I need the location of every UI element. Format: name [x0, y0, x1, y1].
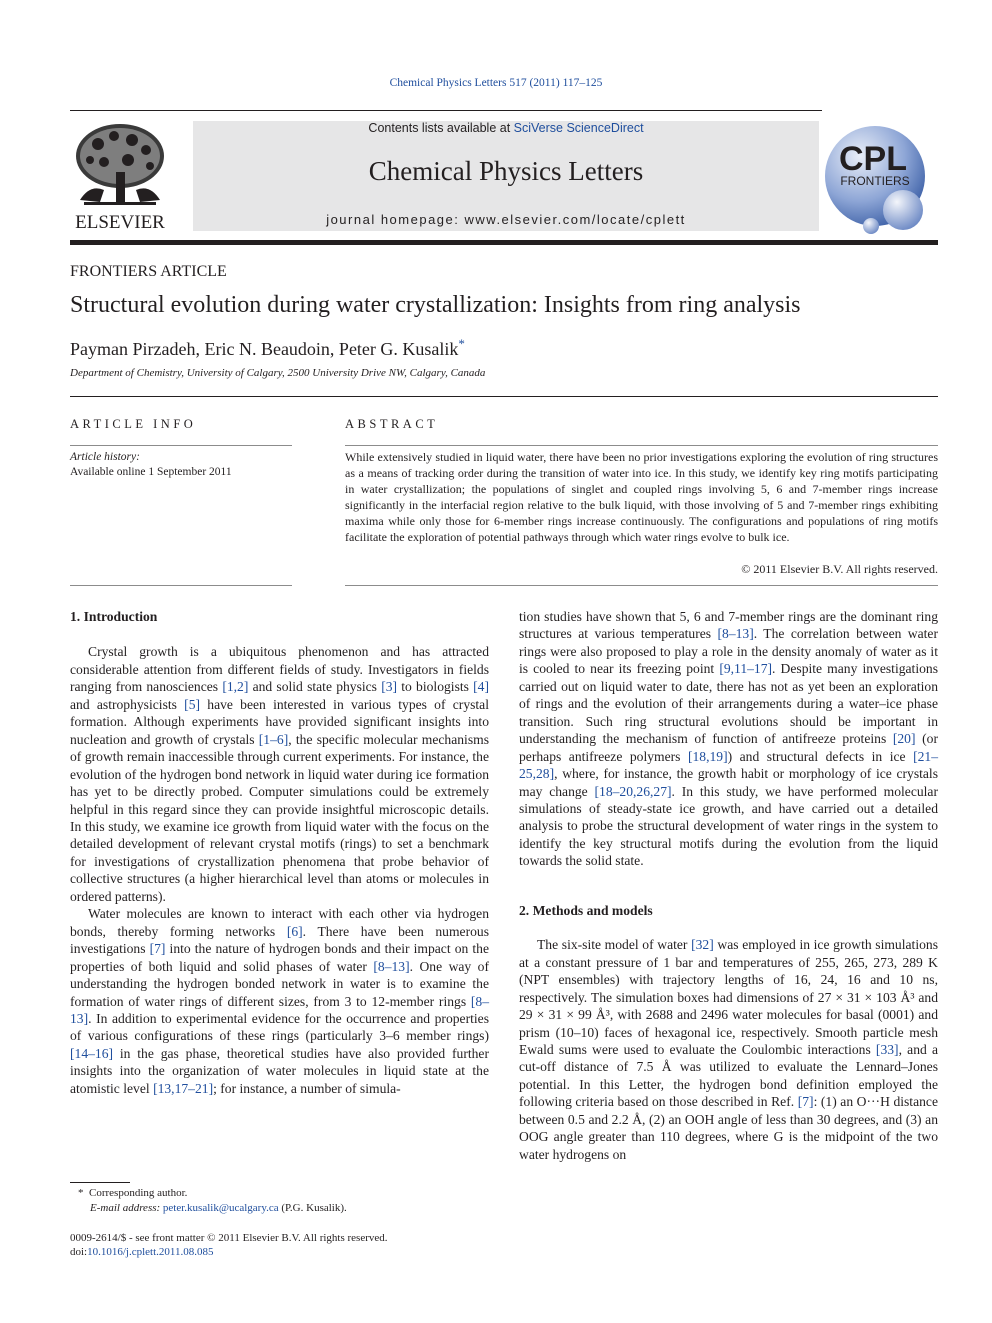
doi-prefix: doi:	[70, 1246, 88, 1258]
cpl-logo-subtext: FRONTIERS	[840, 174, 910, 188]
elsevier-tree-icon	[70, 120, 170, 232]
affiliation: Department of Chemistry, University of Calgary, 2500 University Drive NW, Calgary, Canada	[70, 367, 486, 379]
text-span: , where, for instance, the growth habit or morphology of ice crystals may change	[519, 766, 938, 799]
text-span: Water molecules are known to interact with each other via hydrogen bonds, thereby forming networks	[70, 906, 489, 939]
contents-prefix: Contents lists available at	[368, 121, 514, 135]
cpl-logo-icon	[823, 118, 933, 236]
ref-link[interactable]: [6]	[286, 923, 303, 939]
email-label: E-mail address:	[90, 1202, 163, 1214]
text-span: have been interested in various types of crystal formation. Although experiments have provided significant insights into nucleation and growth of crystals	[70, 696, 489, 747]
doi-link[interactable]: 10.1016/j.cplett.2011.08.085	[87, 1246, 214, 1258]
text-span: and astrophysicists	[70, 696, 185, 712]
elsevier-logo	[70, 120, 170, 232]
elsevier-wordmark: ELSEVIER	[75, 212, 165, 232]
header-top-rule	[70, 110, 822, 111]
abstract-bottom-rule	[345, 585, 938, 586]
corresponding-label: Corresponding author.	[89, 1187, 188, 1199]
intro-paragraph-2	[70, 905, 489, 1097]
homepage-prefix: journal homepage:	[326, 212, 465, 227]
text-span: . In this study, we have performed molecular simulations of steady-state ice growth, and have carried out a detailed analysis to probe the structural development of water rings in the system to identify the key structural motifs during the evolution from the liquid towards the solid state.	[519, 783, 938, 869]
introduction-heading: 1. Introduction	[70, 609, 158, 624]
ref-link[interactable]: [14–16]	[70, 1045, 114, 1061]
text-span: Crystal growth is a ubiquitous phenomenon and has attracted considerable attention from different fields of study. Investigators in fields ranging from nanosciences	[70, 644, 489, 695]
ref-link[interactable]: [5]	[184, 696, 201, 712]
corresponding-author-mark[interactable]: *	[458, 336, 465, 351]
email-suffix: (P.G. Kusalik).	[278, 1202, 347, 1214]
ref-link[interactable]: [7]	[149, 941, 166, 957]
contents-line	[193, 121, 819, 135]
text-span: ; for instance, a number of simula-	[213, 1080, 401, 1096]
title-block-rule	[70, 396, 938, 397]
corresponding-footnote	[78, 1186, 187, 1201]
text-span: . The correlation between water rings were also proposed to play a role in the density anomaly of water as it is cooled to near its freezing point	[519, 626, 938, 677]
available-online: Available online 1 September 2011	[70, 466, 232, 478]
ref-link[interactable]: [1,2]	[222, 679, 249, 695]
footnote-rule	[70, 1182, 130, 1183]
journal-reference-link[interactable]: Chemical Physics Letters 517 (2011) 117–125	[389, 77, 603, 89]
sciencedirect-link[interactable]: SciVerse ScienceDirect	[513, 121, 644, 135]
article-title: Structural evolution during water crystallization: Insights from ring analysis	[70, 292, 801, 318]
journal-reference[interactable]	[0, 77, 992, 89]
ref-link[interactable]: [7]	[797, 1094, 814, 1110]
text-span: (or perhaps antifreeze polymers	[519, 731, 938, 764]
intro-paragraph-1	[70, 643, 489, 905]
journal-name: Chemical Physics Letters	[368, 156, 644, 186]
text-span: was employed in ice growth simulations at a constant pressure of 1 bar and temperatures of 255, 265, 273, 289 K (NPT ensembles) with trajectory lengths of 16, 24, 16 and 10 ns, respectively. The simulation boxes had dimensions of 27 × 31 × 103 Å³ and 29 × 31 × 99 Å³, with 2688 and 2496 water molecules for basal (0001) and prism (10–10) faces of hexagonal ice, respectively. Smooth particle mesh Ewald sums were used to evaluate the Coulombic interactions	[519, 937, 938, 1057]
text-span: . In addition to experimental evidence for the occurrence and properties of various configurations of these rings (particularly 3–6 member rings)	[70, 1010, 489, 1044]
text-span: ) and structural defects in ice	[727, 748, 914, 764]
header-thick-rule	[70, 240, 938, 245]
article-history-label: Article history:	[70, 451, 140, 463]
author-list	[70, 336, 465, 360]
ref-link[interactable]: [21–25,28]	[519, 748, 938, 782]
abstract-heading: ABSTRACT	[345, 417, 439, 431]
ref-link[interactable]: [9,11–17]	[719, 661, 773, 677]
ref-link[interactable]: [33]	[875, 1041, 899, 1057]
abstract-rule	[345, 445, 938, 446]
text-span: : (1) an O···H distance between 0.5 and 2.2 Å, (2) an OOH angle of less than 30 degrees, and (3) an OOG angle greater than 110 degrees, where G is the midpoint of the two water hydrogens on	[519, 1094, 938, 1162]
article-info-heading: ARTICLE INFO	[70, 417, 197, 431]
ref-link[interactable]: [8–13]	[717, 626, 754, 642]
footnote-mark: *	[78, 1187, 84, 1199]
cpl-frontiers-logo	[823, 118, 933, 236]
methods-heading: 2. Methods and models	[519, 902, 653, 918]
text-span: into the nature of hydrogen bonds and their impact on the properties of both liquid and solid phases of water	[70, 941, 489, 974]
methods-paragraph	[519, 936, 938, 1163]
homepage-url[interactable]: www.elsevier.com/locate/cplett	[464, 212, 686, 227]
ref-link[interactable]: [13,17–21]	[153, 1080, 214, 1096]
abstract-text: While extensively studied in liquid water, there have been no prior investigations exploring the evolution of ring structures as a means of tracking order during the transition of water into ice. In this study, we identify key ring motifs participating in water crystallization; the populations of singlet and coupled rings involving 5, 6 and 7-member rings increase significantly in the interfacial region relative to the bulk liquid, with those involving of 5 and 7-member rings exhibiting maxima while only those for 6-member rings increase continuously. The configurations and populations of ring motifs facilitate the exploration of potential pathways through which water rings evolve to bulk ice.	[345, 450, 938, 544]
text-span: . There have been numerous investigations	[70, 923, 489, 957]
ref-link[interactable]: [20]	[892, 731, 916, 747]
doi-line	[70, 1245, 214, 1260]
ref-link[interactable]: [1–6]	[258, 731, 289, 747]
email-footnote	[90, 1201, 347, 1216]
text-span: to biologists	[397, 679, 474, 695]
ref-link[interactable]: [32]	[691, 937, 714, 953]
text-span: and solid state physics	[248, 679, 382, 695]
intro-continued-paragraph	[519, 608, 938, 870]
cpl-logo-text: CPL	[839, 140, 907, 178]
article-info-bottom-rule	[70, 585, 292, 586]
journal-homepage	[193, 212, 819, 227]
text-span: tion studies have shown that 5, 6 and 7-member rings are the dominant ring structures at various temperatures	[519, 609, 938, 642]
article-info-rule	[70, 445, 292, 446]
text-span: , the specific molecular mechanisms of growth remain inaccessible through current experiments. For instance, the evolution of the hydrogen bond network in liquid water during ice formation has yet to be directly probed. Computer simulations could be extremely helpful in this regard since they can provide insightful microscopic details. In this study, we examine ice growth from liquid water with the focus on the detailed development of relevant crystal motifs (rings) to set a benchmark for investigations of crystallization phenomena that probe behavior of collective structures (a higher hierarchical level than atoms or molecules in ordered patterns).	[70, 731, 489, 904]
text-span: , and a cut-off distance of 7.5 Å was utilized to evaluate the Lennard–Jones potential. In this Letter, the hydrogen bond definition employed the following criteria based on those described in Ref.	[519, 1041, 938, 1110]
authors-text: Payman Pirzadeh, Eric N. Beaudoin, Peter G. Kusalik	[70, 339, 459, 359]
article-type: FRONTIERS ARTICLE	[70, 263, 227, 280]
text-span: The six-site model of water	[537, 937, 692, 953]
ref-link[interactable]: [8–13]	[373, 958, 410, 974]
ref-link[interactable]: [18–20,26,27]	[594, 783, 672, 799]
right-column	[519, 608, 938, 1163]
ref-link[interactable]: [3]	[381, 679, 398, 695]
left-column	[70, 608, 489, 1097]
ref-link[interactable]: [8–13]	[70, 993, 489, 1026]
issn-line: 0009-2614/$ - see front matter © 2011 Elsevier B.V. All rights reserved.	[70, 1232, 388, 1244]
abstract-copyright: © 2011 Elsevier B.V. All rights reserved.	[741, 562, 938, 576]
text-span: . Despite many investigations carried out on liquid water to date, there has not as yet been an exploration of rings and the evolution of their arrangements during a water–ice phase transition. Such ring structural evolutions should be important in understanding the mechanism of function of antifreeze proteins	[519, 661, 938, 747]
text-span: . One way of understanding the hydrogen bonded network in water is to examine the formation of water rings of different sizes, from 3 to 12-member rings	[70, 958, 489, 1009]
email-link[interactable]: peter.kusalik@ucalgary.ca	[162, 1202, 279, 1214]
ref-link[interactable]: [18,19]	[687, 748, 728, 764]
ref-link[interactable]: [4]	[473, 679, 489, 695]
text-span: in the gas phase, theoretical studies have also provided further insights into the organization of water molecules in liquid state at the atomistic level	[70, 1045, 489, 1096]
